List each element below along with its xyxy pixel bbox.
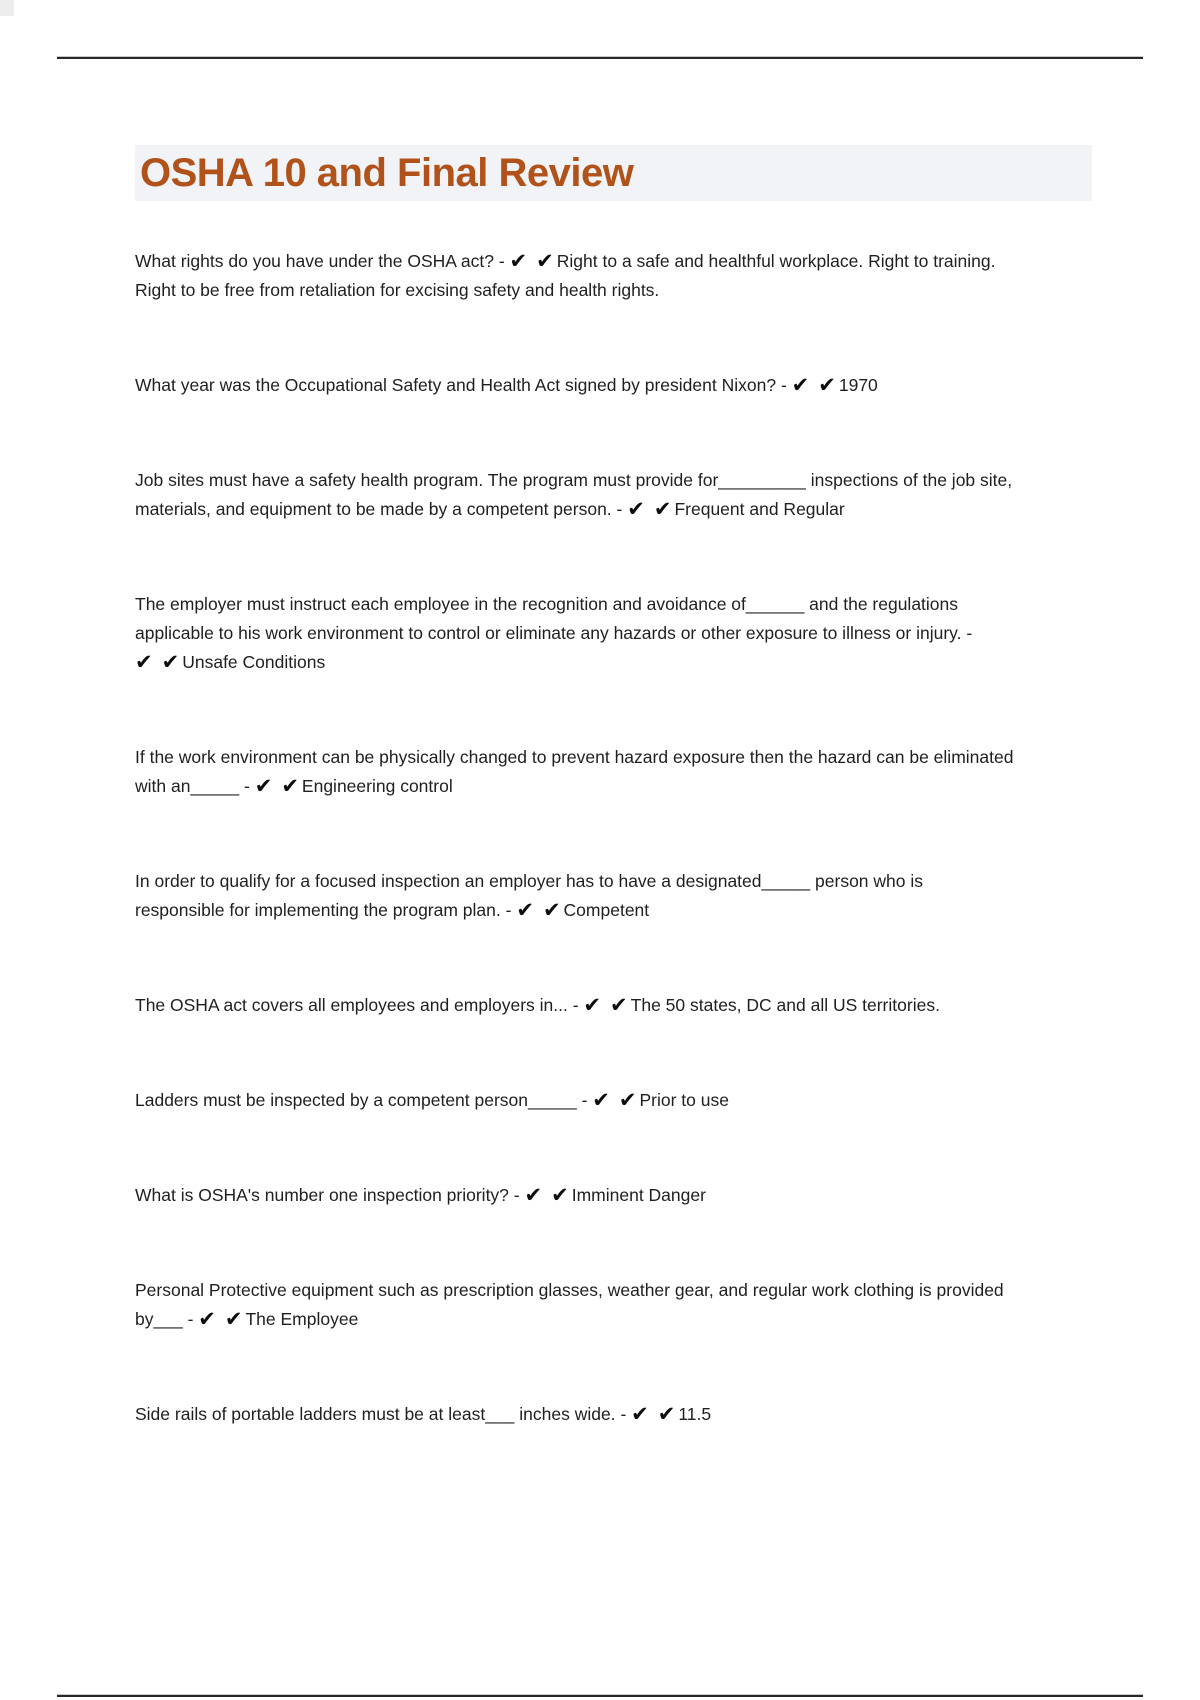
answer-separator: - <box>780 375 787 395</box>
check-icon: ✔ <box>791 373 810 397</box>
answer-separator: - <box>513 1185 520 1205</box>
check-icon: ✔ <box>524 1183 543 1207</box>
answer-text: Right to a safe and healthful workplace. Right to training. Right to be free from retaliation for excising safety and health rights. <box>135 251 996 300</box>
check-icon: ✔ <box>516 898 534 922</box>
check-icon: ✔ <box>610 993 628 1017</box>
answer-text: 1970 <box>838 375 878 395</box>
qa-item <box>135 867 1015 925</box>
check-icon: ✔ <box>627 497 645 521</box>
qa-item <box>135 590 1015 677</box>
answer-text: 11.5 <box>678 1404 712 1424</box>
check-icon: ✔ <box>198 1307 216 1331</box>
answer-separator: - <box>498 251 505 271</box>
question-text: What year was the Occupational Safety and Health Act signed by president Nixon? <box>135 375 777 395</box>
answer-text: Unsafe Conditions <box>182 652 326 672</box>
footer-rule <box>57 1694 1143 1697</box>
qa-item <box>135 1181 1015 1210</box>
title-bar <box>135 145 1092 201</box>
check-icon: ✔ <box>281 774 299 798</box>
qa-item <box>135 1276 1015 1334</box>
question-text: The OSHA act covers all employees and employers in... <box>135 995 568 1015</box>
check-icon: ✔ <box>161 650 180 674</box>
question-text: What is OSHA's number one inspection priority? <box>135 1185 509 1205</box>
answer-separator: - <box>187 1309 194 1329</box>
check-icon: ✔ <box>657 1402 676 1426</box>
question-text: If the work environment can be physically changed to prevent hazard exposure then the hazard can be eliminated with an_____ <box>135 747 1014 796</box>
answer-text: Engineering control <box>301 776 453 796</box>
corner-artifact <box>0 0 14 16</box>
answer-text: Imminent Danger <box>571 1185 706 1205</box>
check-icon: ✔ <box>135 650 153 674</box>
answer-text: The 50 states, DC and all US territories. <box>630 995 940 1015</box>
question-text: In order to qualify for a focused inspection an employer has to have a designated_____ person who is responsible for implementing the program plan. <box>135 871 924 920</box>
check-icon: ✔ <box>536 249 554 273</box>
check-icon: ✔ <box>818 373 836 397</box>
answer-separator: - <box>620 1404 627 1424</box>
page-title: OSHA 10 and Final Review <box>140 151 634 195</box>
answer-text: The Employee <box>245 1309 359 1329</box>
answer-separator: - <box>616 499 623 519</box>
answer-separator: - <box>244 776 250 796</box>
check-icon: ✔ <box>631 1402 649 1426</box>
question-text: Job sites must have a safety health program. The program must provide for_________ inspections of the job site, materials, and equipment to be made by a competent person. <box>135 470 1013 519</box>
answer-text: Competent <box>563 900 650 920</box>
check-icon: ✔ <box>618 1088 637 1112</box>
question-text: Ladders must be inspected by a competent person_____ <box>135 1090 577 1110</box>
qa-item <box>135 991 1015 1020</box>
answer-text: Frequent and Regular <box>674 499 845 519</box>
check-icon: ✔ <box>653 497 672 521</box>
qa-item <box>135 743 1015 801</box>
qa-list <box>135 247 1015 1495</box>
qa-item <box>135 1400 1015 1429</box>
question-text: Personal Protective equipment such as prescription glasses, weather gear, and regular work clothing is provided by___ <box>135 1280 1004 1329</box>
qa-item <box>135 466 1015 524</box>
answer-separator: - <box>572 995 579 1015</box>
answer-separator: - <box>581 1090 588 1110</box>
question-text: What rights do you have under the OSHA act? <box>135 251 494 271</box>
header-rule <box>57 56 1143 59</box>
check-icon: ✔ <box>254 774 273 798</box>
check-icon: ✔ <box>551 1183 569 1207</box>
question-text: Side rails of portable ladders must be at least___ inches wide. <box>135 1404 616 1424</box>
answer-separator: - <box>505 900 512 920</box>
check-icon: ✔ <box>583 993 602 1017</box>
question-text: The employer must instruct each employee in the recognition and avoidance of______ and the regulations applicable to his work environment to control or eliminate any hazards or other exposure to illness or injury. <box>135 594 962 643</box>
answer-separator: - <box>966 623 973 643</box>
check-icon: ✔ <box>592 1088 610 1112</box>
qa-item <box>135 1086 1015 1115</box>
check-icon: ✔ <box>509 249 528 273</box>
answer-text: Prior to use <box>639 1090 729 1110</box>
qa-item <box>135 371 1015 400</box>
qa-item <box>135 247 1015 305</box>
check-icon: ✔ <box>224 1307 243 1331</box>
check-icon: ✔ <box>542 898 561 922</box>
